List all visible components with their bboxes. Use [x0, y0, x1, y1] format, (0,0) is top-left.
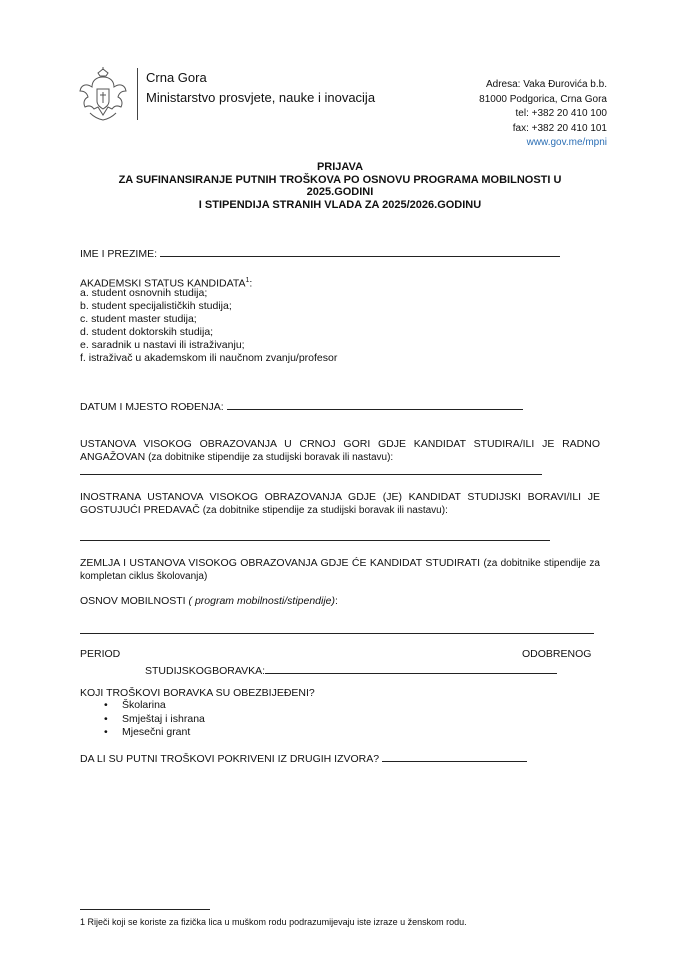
mobility-field[interactable] [80, 633, 594, 634]
name-field[interactable] [160, 247, 560, 257]
travel-label: DA LI SU PUTNI TROŠKOVI POKRIVENI IZ DRUGIH IZVORA? [80, 753, 380, 765]
inst-foreign-note: (za dobitnike stipendije za studijski boravak ili nastavu): [202, 505, 448, 516]
status-option[interactable]: d. student doktorskih studija; [80, 326, 214, 338]
coat-of-arms-icon [78, 67, 128, 123]
inst-cg-field[interactable] [80, 474, 542, 475]
name-row [80, 247, 560, 261]
address-street: Adresa: Vaka Đurovića b.b. [486, 79, 607, 90]
period-word2: ODOBRENOG [522, 648, 592, 660]
country-label [80, 557, 600, 583]
inst-foreign-field[interactable] [80, 540, 550, 541]
costs-list [104, 699, 205, 740]
name-label: IME I PREZIME: [80, 248, 158, 260]
travel-row [80, 752, 527, 766]
period-field[interactable] [265, 664, 557, 674]
form-title [80, 161, 600, 211]
footnote-text: 1 Riječi koji se koriste za fizička lica u muškom rodu podrazumijevaju iste izraze u ženskom rodu. [80, 917, 467, 927]
period-word1: PERIOD [80, 648, 121, 660]
status-option[interactable]: f. istraživač u akademskom ili naučnom zvanju/profesor [80, 352, 338, 364]
address-city: 81000 Podgorica, Crna Gora [479, 93, 607, 105]
country-note: (za dobitnike stipendije za kompletan ciklus školovanja) [80, 558, 600, 582]
inst-cg-label [80, 438, 600, 464]
birth-row [80, 400, 523, 414]
birth-label: DATUM I MJESTO ROĐENJA: [80, 401, 224, 413]
title-line: ZA SUFINANSIRANJE PUTNIH TROŠKOVA PO OSNOVU PROGRAMA MOBILNOSTI U [118, 173, 562, 186]
costs-label: KOJI TROŠKOVI BORAVKA SU OBEZBIJEĐENI? [80, 687, 315, 699]
birth-field[interactable] [227, 400, 523, 410]
status-option[interactable]: e. saradnik u nastavi ili istraživanju; [80, 339, 245, 351]
title-line: PRIJAVA [316, 161, 364, 173]
mobility-row [80, 595, 338, 608]
costs-item[interactable]: • Mjesečni grant [104, 726, 205, 740]
travel-field[interactable] [382, 752, 527, 762]
period-row [145, 664, 557, 678]
country-label-text: ZEMLJA I USTANOVA VISOKOG OBRAZOVANJA GDJE ĆE KANDIDAT STUDIRATI [80, 557, 481, 569]
title-line: 2025.GODINI [306, 186, 374, 198]
footnote-separator [80, 909, 210, 910]
footnote-ref: 1 [245, 277, 250, 284]
title-line: I STIPENDIJA STRANIH VLADA ZA 2025/2026.GODINU [198, 198, 482, 211]
status-option[interactable]: c. student master studija; [80, 313, 197, 325]
costs-item[interactable]: • Smještaj i ishrana [104, 713, 205, 727]
inst-cg-label-text: USTANOVA VISOKOG OBRAZOVANJA U CRNOJ GORI GDJE KANDIDAT STUDIRA/ILI JE RADNO ANGAŽOVAN [80, 438, 600, 463]
period-word3: STUDIJSKOGBORAVKA: [145, 665, 265, 677]
website-link[interactable]: www.gov.me/mpni [526, 137, 607, 148]
country-name: Crna Gora [146, 70, 207, 85]
mobility-colon: : [335, 595, 338, 607]
address-tel: tel: +382 20 410 100 [515, 108, 607, 119]
status-label: AKADEMSKI STATUS KANDIDATA$^1$: [80, 277, 253, 290]
address-fax: fax: +382 20 410 101 [512, 122, 607, 134]
address-block [479, 78, 607, 151]
inst-foreign-label [80, 491, 600, 517]
status-option[interactable]: a. student osnovnih studija; [80, 287, 208, 299]
mobility-label: OSNOV MOBILNOSTI [80, 595, 186, 607]
inst-cg-note: (za dobitnike stipendije za studijski boravak ili nastavu): [148, 452, 394, 463]
status-option[interactable]: b. student specijalističkih studija; [80, 300, 232, 312]
inst-foreign-label-text: INOSTRANA USTANOVA VISOKOG OBRAZOVANJA GDJE (JE) KANDIDAT STUDIJSKI BORAVI/ILI JE GOSTUJUĆI PREDAVAČ [80, 491, 600, 516]
mobility-note: ( program mobilnosti/stipendije) [188, 595, 336, 607]
costs-item[interactable]: • Školarina [104, 699, 205, 713]
header-divider [137, 68, 138, 120]
status-label-text: AKADEMSKI STATUS KANDIDATA [80, 277, 246, 290]
ministry-name: Ministarstvo prosvjete, nauke i inovacija [146, 90, 376, 105]
